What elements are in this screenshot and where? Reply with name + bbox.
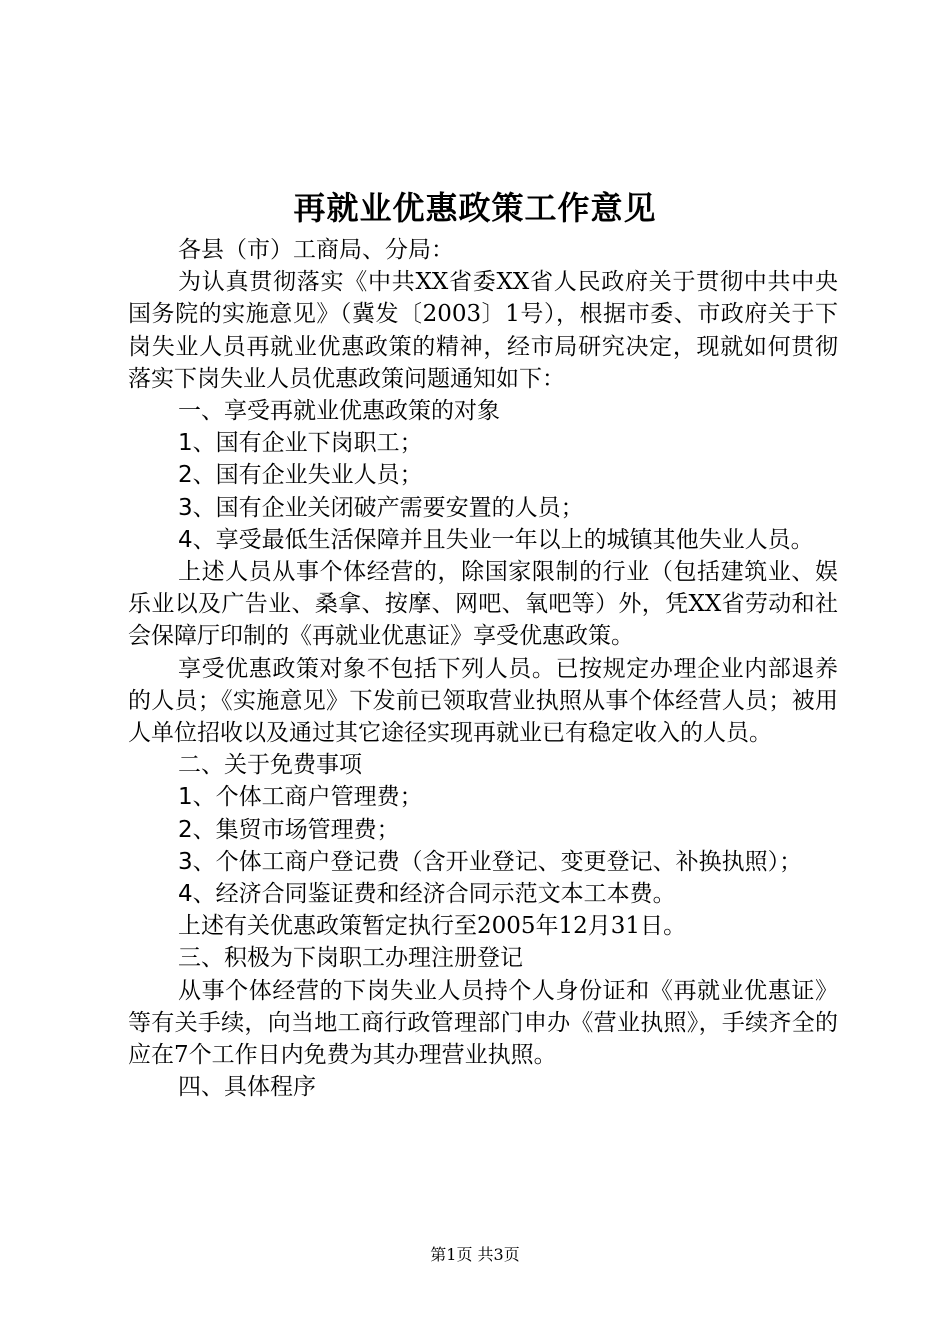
paragraph: 上述人员从事个体经营的，除国家限制的行业（包括建筑业、娱乐业以及广告业、桑拿、按摩、网吧、氧吧等）外，凭XX省劳动和社会保障厅印制的《再就业优惠证》享受优惠政策。	[128, 559, 838, 650]
list-item: 4、经济合同鉴证费和经济合同示范文本工本费。	[178, 881, 676, 908]
paragraph-intro: 为认真贯彻落实《中共XX省委XX省人民政府关于贯彻中共中央国务院的实施意见》（冀发〔2003〕1号），根据市委、市政府关于下岗失业人员再就业优惠政策的精神，经市局研究决定，现就如何贯彻落实下岗失业人员优惠政策问题通知如下：	[128, 269, 838, 392]
document-body	[128, 234, 838, 1103]
section-heading-1: 一、享受再就业优惠政策的对象	[178, 398, 500, 425]
document-title: 再就业优惠政策工作意见	[293, 189, 657, 227]
list-item: 3、国有企业关闭破产需要安置的人员；	[178, 494, 584, 521]
list-item: 3、个体工商户登记费（含开业登记、变更登记、补换执照）；	[178, 848, 803, 875]
list-item: 4、享受最低生活保障并且失业一年以上的城镇其他失业人员。	[178, 526, 814, 553]
paragraph-salutation: 各县（市）工商局、分局：	[178, 237, 454, 263]
list-item: 1、国有企业下岗职工；	[178, 430, 423, 457]
section-heading-4: 四、具体程序	[178, 1074, 316, 1101]
paragraph: 上述有关优惠政策暂定执行至2005年12月31日。	[178, 913, 687, 940]
paragraph: 享受优惠政策对象不包括下列人员。已按规定办理企业内部退养的人员；《实施意见》下发前已领取营业执照从事个体经营人员；被用人单位招收以及通过其它途径实现再就业已有稳定收入的人员。	[128, 655, 838, 747]
paragraph: 从事个体经营的下岗失业人员持个人身份证和《再就业优惠证》等有关手续，向当地工商行政管理部门申办《营业执照》，手续齐全的应在7个工作日内免费为其办理营业执照。	[128, 977, 838, 1069]
list-item: 2、集贸市场管理费；	[178, 816, 400, 843]
list-item: 2、国有企业失业人员；	[178, 462, 423, 489]
list-item: 1、个体工商户管理费；	[178, 784, 423, 811]
section-heading-2: 二、关于免费事项	[178, 752, 362, 779]
page-footer: 第1页 共3页	[430, 1245, 520, 1264]
section-heading-3: 三、积极为下岗职工办理注册登记	[178, 945, 523, 972]
